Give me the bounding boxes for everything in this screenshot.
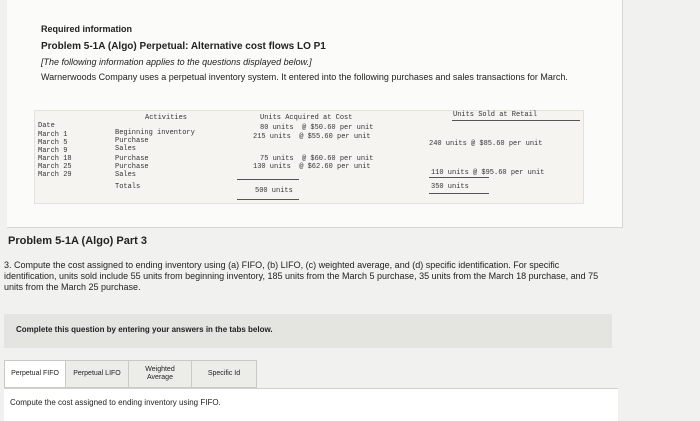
date-cell: March 9	[38, 147, 68, 155]
activity-cell: Purchase	[115, 163, 149, 171]
sold-header-rule	[452, 120, 580, 121]
col-header-date: Date	[38, 122, 55, 130]
question-text: 3. Compute the cost assigned to ending inventory using (a) FIFO, (b) LIFO, (c) weighted average, and (d) specific identification. For specific identification, units sold include 55 units from beginning inventory, 185 units from the March 5 purchase, 35 units from the March 18 purchase, and 75 units from the March 25 purchase.	[4, 260, 599, 292]
tab-perpetual-lifo[interactable]: Perpetual LIFO	[65, 360, 129, 388]
sold-total: 350 units	[431, 183, 469, 191]
intro-text: Warnerwoods Company uses a perpetual inventory system. It entered into the following purchases and sales transactions for March.	[41, 72, 568, 82]
date-cell: March 5	[38, 139, 68, 147]
problem-title: Problem 5-1A (Algo) Perpetual: Alternative cost flows LO P1	[41, 41, 326, 52]
instruction-bar	[4, 314, 612, 348]
required-information-heading: Required information	[41, 24, 133, 34]
acquired-cell: 130 units @ $62.60 per unit	[253, 163, 371, 171]
transactions-table	[34, 110, 584, 204]
tab-perpetual-fifo[interactable]: Perpetual FIFO	[4, 360, 66, 388]
acquired-cell: 80 units @ $50.60 per unit	[260, 124, 374, 132]
sold-double-rule	[429, 193, 489, 194]
activity-cell: Purchase	[115, 137, 149, 145]
instruction-text: Complete this question by entering your answers in the tabs below.	[16, 325, 273, 334]
activity-cell: Purchase	[115, 155, 149, 163]
activity-cell: Beginning inventory	[115, 129, 195, 137]
col-header-acquired: Units Acquired at Cost	[260, 114, 353, 122]
date-cell: March 29	[38, 171, 72, 179]
part-title: Problem 5-1A (Algo) Part 3	[8, 235, 147, 247]
date-cell: March 18	[38, 155, 72, 163]
acquired-double-rule	[237, 199, 299, 200]
tab-panel	[4, 388, 618, 421]
tab-weighted-average[interactable]: Weighted Average	[128, 360, 192, 388]
activity-cell: Sales	[115, 171, 137, 179]
acquired-cell: 215 units @ $55.60 per unit	[253, 133, 371, 141]
panel-instruction: Compute the cost assigned to ending inventory using FIFO.	[10, 398, 221, 407]
sold-cell: 240 units @ $85.60 per unit	[429, 140, 543, 148]
sold-total-rule	[429, 177, 489, 178]
activity-cell: Sales	[115, 145, 137, 153]
info-note: [The following information applies to the questions displayed below.]	[41, 57, 312, 67]
totals-label: Totals	[115, 183, 141, 191]
tab-bar	[4, 360, 256, 388]
date-cell: March 1	[38, 131, 68, 139]
tab-specific-id[interactable]: Specific Id	[191, 360, 257, 388]
acquired-cell: 75 units @ $60.60 per unit	[260, 155, 374, 163]
sold-cell: 110 units @ $95.60 per unit	[431, 169, 545, 177]
date-cell: March 25	[38, 163, 72, 171]
col-header-sold: Units Sold at Retail	[453, 111, 538, 119]
acquired-total-rule	[237, 179, 299, 180]
col-header-activities: Activities	[145, 114, 188, 122]
acquired-total: 500 units	[255, 187, 293, 195]
